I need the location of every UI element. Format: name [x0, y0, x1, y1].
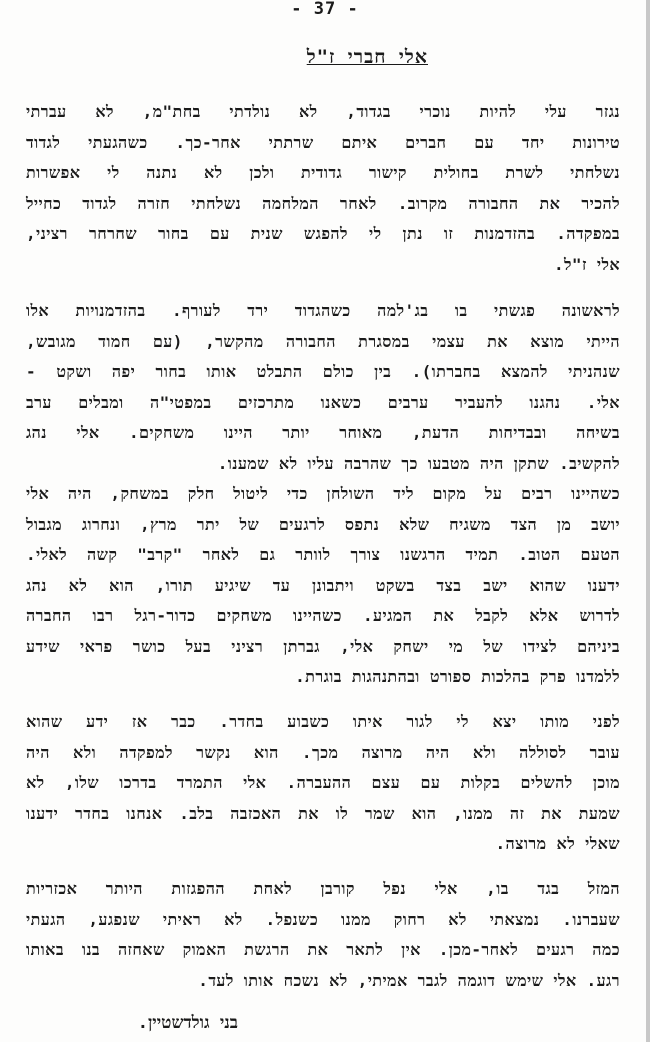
- text-line: הייתי מוצא את עצמי במסגרת החבורה מהקשר, (עם חמוד מגובש,: [26, 331, 620, 351]
- text-line: במפקדה. בהזדמנות זו נתן לי להפגש שנית עם בחור שחרחר רציני,: [26, 224, 620, 243]
- paragraph-first-meeting: [26, 296, 620, 693]
- text-line: שמעת את זה ממנו, הוא שמר לו את האכזבה בלב. אנחנו בחדר ידענו: [26, 803, 620, 823]
- text-line: להקשיב. שתקן היה מטבעו כך שהרבה עליו לא שמענו.: [217, 453, 620, 473]
- paragraph-joining-battalion: [26, 97, 620, 280]
- text-line: נשלחתי לשרת בחולית קישור גדודית ולכן לא נתנה לי אפשרות: [26, 163, 620, 182]
- text-line: לראשונה פגשתי בו בג'למה כשהגדוד ירד לעורף. בהזדמנויות אלו: [26, 301, 620, 320]
- author-signature: בני גולדשטיין.: [137, 1013, 238, 1033]
- text-line: לדרוש אלא לקבל את המגיע. כשהיינו משחקים כדור-רגל רבו החברה: [26, 606, 620, 625]
- text-line: בשיחה ובבדיחות הדעת, מאוחר יותר היינו משחקים. אלי נהג: [26, 423, 620, 442]
- text-line: מוכן להשלים בקלות עם עצם ההעברה. אלי התמרד בדרכו שלו, לא: [26, 773, 620, 792]
- text-line: שאלי לא מרוצה.: [495, 834, 620, 853]
- paragraph-his-fall: [26, 874, 620, 996]
- text-line: ידענו שהוא ישב בצד בשקט ויתבונן עד שיגיע תורו, הוא לא נהג: [26, 575, 620, 595]
- text-line: שעברנו. נמצאתי לא רחוק ממנו כשנפל. לא ראיתי שנפגע, הגעתי: [26, 909, 620, 929]
- text-line: רגע. אלי שימש דוגמה לגבר אמיתי, לא נשכח אותו לעד.: [198, 970, 620, 990]
- text-line: כמה רגעים לאחר-מכן. אין לתאר את הרגשת האמוק שאחזה בנו באותו: [26, 940, 620, 959]
- page-number: - 37 -: [291, 0, 359, 19]
- text-line: נגזר עלי להיות נוכרי בגדוד, לא נולדתי בחת"מ, לא עברתי: [26, 102, 620, 121]
- text-line: ללמדנו פרק בהלכות ספורט ובהתנהגות בוגרת.: [295, 667, 620, 686]
- text-line: אלי. נהגנו להעביר ערבים כשאנו מתרכזים במפטי"ה ומבלים ערב: [26, 392, 620, 412]
- paragraph-before-death: [26, 707, 620, 860]
- text-line: עובר לסוללה ולא היה מרוצה מכך. הוא נקשר למפקדה ולא היה: [26, 742, 620, 762]
- memorial-title: אלי חברי ז"ל: [306, 46, 428, 68]
- text-line: יושב מן הצד משגיח שלא נתפס לרגעים של יתר מרץ, ונחרוג מגבול: [26, 514, 620, 534]
- page-edge-shadow: [646, 0, 650, 1042]
- text-line: אלי ז"ל.: [554, 254, 620, 274]
- text-line: שנהניתי להמצא בחברתו). בין כולם התבלט אותו בחור יפה ושקט -: [26, 362, 620, 381]
- text-line: המזל בגד בו, אלי נפל קורבן לאחת ההפגזות היותר אכזריות: [26, 879, 620, 898]
- text-line: לפני מותו יצא לי לגור איתו כשבוע בחדר. כבר אז ידע שהוא: [26, 712, 620, 731]
- text-line: ביניהם לצידו של מי ישחק אלי, גברתן רציני בעל כושר פראי שידע: [26, 636, 620, 656]
- text-line: הטעם הטוב. תמיד הרגשנו צורך לוותר גם לאחר "קרב" קשה לאלי.: [26, 545, 620, 564]
- text-line: טירונות יחד עם חברים איתם שרתתי אחר-כך. כשהגעתי לגדוד: [26, 132, 620, 152]
- text-line: להכיר את החבורה מקרוב. לאחר המלחמה נשלחתי חזרה לגדוד כחייל: [26, 193, 620, 213]
- text-line: כשהיינו רבים על מקום ליד השולחן כדי ליטול חלק במשחק, היה אלי: [26, 484, 620, 503]
